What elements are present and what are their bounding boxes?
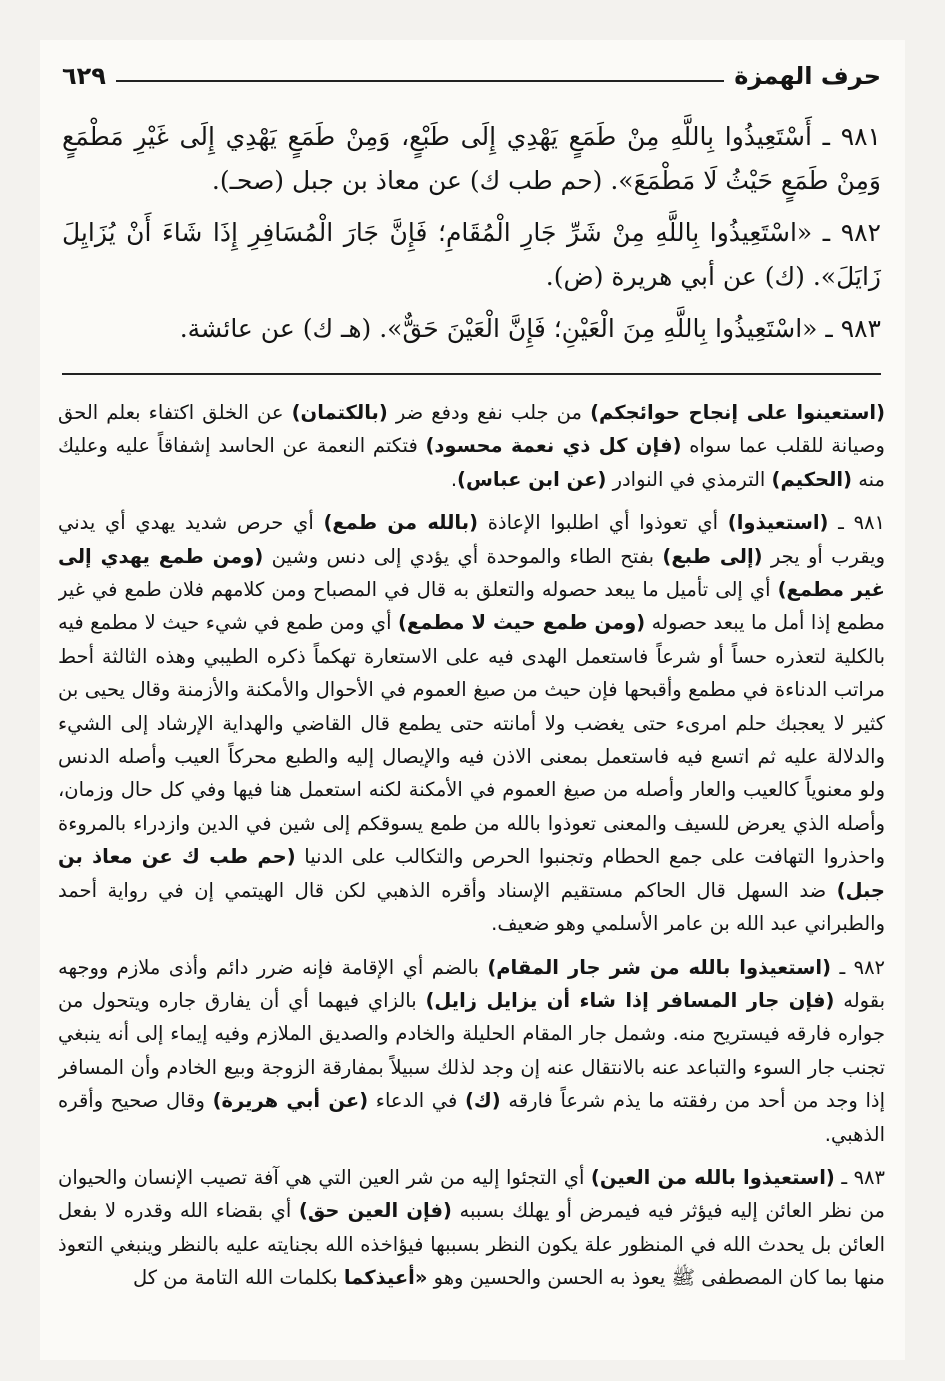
text-segment: من جلب نفع ودفع ضر [387,401,591,424]
page-number: ٦٢٩ [62,62,106,90]
text-segment: ٩٨٣ ـ [834,1165,885,1189]
bold-segment: (فإن العين حق) [298,1199,452,1223]
text-segment: بكلمات الله التامة من كل [132,1266,344,1290]
text-segment: بالزاي فيهما أي أن يفارق جاره ويتحول من جواره فارقه فيستريح منه. وشمل جار المقام الحليلة والخادم والصديق الملازم وفيه إيماء إلى أنه ينبغي تجنب جار السوء والتباعد عنه بالانتقال عنه إن وجد لذلك سبيلاً بمفارقة الزوجة وبيع الخادم وأن المسافر إذا وجد من أحد من رفقته ما يذم شرعاً فارقه [58,988,885,1113]
text-segment: بالضم أي الإقامة فإنه ضرر دائم وأذى ملازم ووجهه بقوله [58,955,885,1012]
header-rule [116,80,724,82]
commentary-paragraph [58,951,885,1151]
bold-segment: (بالكتمان) [291,401,388,424]
text-segment: ضد السهل قال الحاكم مستقيم الإسناد وأقره الذهبي لكن قال الهيتمي إن في رواية أحمد والطبراني عبد الله بن عامر الأسلمي وهو ضعيف. [58,878,885,936]
commentary-paragraph [58,506,885,940]
bold-segment: (فإن جار المسافر إذا شاء أن يزايل زايل) [425,988,835,1012]
bold-segment: (عن أبي هريرة) [212,1089,369,1113]
text-segment: الترمذي في النوادر [606,467,772,491]
text-segment: في الدعاء [368,1089,466,1113]
bold-segment: (استعينوا على إنجاح حوائجكم) [590,401,885,424]
text-segment: ٩٨١ ـ [828,511,885,535]
text-segment: عن الخلق اكتفاء بعلم الحق وصيانة للقلب عما سواه [58,401,885,458]
hadith-983: ٩٨٣ ـ «اسْتَعِيذُوا بِاللَّهِ مِنَ الْعَيْنِ؛ فَإِنَّ الْعَيْنَ حَقٌّ». (هـ ك) عن عائشة. [179,314,881,343]
commentary-paragraph [58,396,885,496]
bold-segment: (استعيذوا بالله من العين) [590,1165,835,1189]
commentary-block [58,396,885,1366]
bold-segment: (إلى طبع) [662,544,763,568]
text-segment: أي تعوذوا أي اطلبوا الإعاذة [478,511,728,535]
bold-segment: (الحكيم) [771,467,853,491]
bold-segment: «أعيذكما [343,1266,428,1290]
text-segment: ٩٨٢ ـ [831,955,885,979]
text-segment: أي إلى تأميل ما يبعد حصوله والتعلق به قال في المصباح ومن كلامهم فلان طمع في غير مطمع إذا أمل ما يبعد حصوله [58,578,885,635]
bold-segment: (فإن كل ذي نعمة محسود) [425,434,682,458]
bold-segment: (ومن طمع يهدي إلى غير مطمع) [58,544,885,602]
bold-segment: (عن ابن عباس) [457,467,607,491]
commentary-paragraph [58,1161,885,1295]
bold-segment: (استعيذوا) [727,511,829,535]
hadith-981: ٩٨١ ـ أَسْتَعِيذُوا بِاللَّهِ مِنْ طَمَعٍ يَهْدِي إِلَى طَبْعٍ، وَمِنْ طَمَعٍ يَهْدِي إِلَى غَيْرِ مَطْمَعٍ وَمِنْ طَمَعٍ حَيْثُ لَا مَطْمَعَ». (حم طب ك) عن معاذ بن جبل (صحـ). [62,122,881,195]
hadith-text-block [62,115,881,365]
bold-segment: (حم طب ك عن معاذ بن جبل) [58,845,885,902]
text-segment: أي حرص شديد يهدي أي يدني ويقرب أو يجر [58,511,885,568]
text-segment: أي بقضاء الله وقدره لا بفعل العائن بل يحدث الله في المنظور علة يكون النظر بسببها فيؤاخذه الله بجنايته عليه بالنظر وينبغي التعوذ منها بما كان المصطفى ﷺ يعوذ به الحسن والحسين وهو [58,1199,885,1290]
text-segment: أي التجئوا إليه من شر العين التي هي آفة تصيب الإنسان والحيوان من نظر العائن إليه فيؤثر فيه فيمرض أو يهلك بسببه [58,1165,885,1223]
text-segment: بفتح الطاء والموحدة أي يؤدي إلى دنس وشين [263,544,663,568]
text-segment: وقال صحيح وأقره الذهبي. [58,1089,885,1146]
chapter-title: حرف الهمزة [734,62,881,90]
text-segment: فتكتم النعمة عن الحاسد إشفاقاً عليه وعليك منه [58,434,885,491]
bold-segment: (استعيذوا بالله من شر جار المقام) [487,955,832,979]
bold-segment: (بالله من طمع) [323,511,478,535]
bold-segment: (ك) [465,1089,501,1113]
hadith-982: ٩٨٢ ـ «اسْتَعِيذُوا بِاللَّهِ مِنْ شَرِّ جَارِ الْمُقَامِ؛ فَإِنَّ جَارَ الْمُسَافِرِ إِذَا شَاءَ أَنْ يُزَايِلَ زَايَلَ». (ك) عن أبي هريرة (ض). [62,218,881,291]
text-segment: أي ومن طمع في شيء حيث لا مطمع فيه بالكلية لتعذره حساً أو شرعاً فاستعمل الهدى فيه على الاستعارة تهكماً ذكره الطيبي وهذه الثالثة أحط مراتب الدناءة في مطمع وأقبحها فإن حيث من صيغ العموم في الأحوال والأمكنة والأزمنة وقال يحيى بن كثير لا يعجبك حلم امرىء حتى يغضب ولا أمانته حتى يطمع قال القاضي والهداية الإرشاد إلى الشيء والدلالة عليه ثم اتسع فيه فاستعمل بمعنى الاذن فيه والإيصال إليه والطبع محركاً العيب وأصله الدنس ولو معنوياً كالعيب والعار وأصله من صيغ العموم في الأمكنة لكنه استعمل هنا فيها وفي كل حال وزمان، وأصله الذي يعرض للسيف والمعنى تعوذوا بالله من طمع يسوقكم إلى شين في الدين وازدراء بالمروءة واحذروا التهافت على جمع الحطام وتجنبوا الحرص والتكالب على الدنيا [58,611,885,869]
section-divider [62,373,881,375]
page-header [62,56,881,96]
bold-segment: (ومن طمع حيث لا مطمع) [398,611,646,635]
text-segment: . [450,467,458,491]
